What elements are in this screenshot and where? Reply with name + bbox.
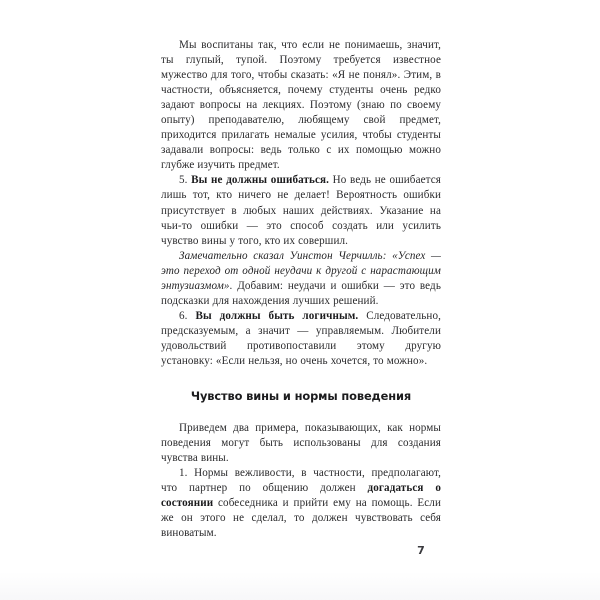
example-1-number: 1. [179,467,195,480]
rule-5-bold-lead: Вы не должны ошибаться. [191,174,330,187]
rule-6-body: Следовательно, предсказуемым, а значит — управляемым. Любители удовольствий противопоставили этому другую установку: «Если нельзя, но очень хочется, то можно». [161,309,442,367]
example-1-text-before-bold: Нормы вежливости, в частности, предполагают, что партнер по общению должен [161,467,441,495]
rule-6-number: 6. [179,309,196,322]
paragraph-churchill-quote [161,249,441,309]
paragraph-rule-5 [161,173,441,248]
paragraph-rule-6 [161,309,441,369]
spacer-above-heading [161,369,441,389]
rule-5-body: Но ведь не ошибается лишь тот, кто ничего не делает! Вероятность ошибки присутствует в любых наших действиях. Указание на чьи-то ошибки — это способ создать или усилить чувство вины у того, кто их совершил. [161,174,441,247]
rule-6-bold-lead: Вы должны быть логичным. [195,309,359,322]
example-1-text-after-bold: собеседника и прийти ему на помощь. Если же он этого не сделал, то должен чувствовать себя виноватым. [161,497,441,540]
page-number: 7 [417,544,425,557]
section-heading: Чувство вины и нормы поведения [190,389,412,404]
paragraph-examples-intro: Приведем два примера, показывающих, как нормы поведения могут быть использованы для создания чувства вины. [161,422,441,465]
page-text-block [161,38,441,541]
spacer-below-heading [161,403,441,421]
paragraph-example-1 [161,466,441,541]
paragraph-intro: Мы воспитаны так, что если не понимаешь, значит, ты глупый, тупой. Поэтому требуется известное мужество для того, чтобы сказать: «Я не понял». Этим, в частности, объясняется, почему студенты очень редко задают вопросы на лекциях. Поэтому (знаю по своему опыту) преподавателю, любящему свой предмет, приходится прилагать немалые усилия, чтобы студенты задавали вопросы: ведь только с их помощью можно глубже изучить предмет. [161,39,441,172]
example-1-bold-phrase: догадаться о состоянии [161,482,441,510]
churchill-quote-italic: Замечательно сказал Уинстон Черчилль: «Успех — это переход от одной неудачи к другой с нарастающим энтузиазмом» [161,249,441,292]
rule-5-number: 5. [179,174,192,187]
churchill-quote-comment: . Добавим: неудачи и ошибки — это ведь подсказки для нахождения лучших решений. [161,279,441,307]
